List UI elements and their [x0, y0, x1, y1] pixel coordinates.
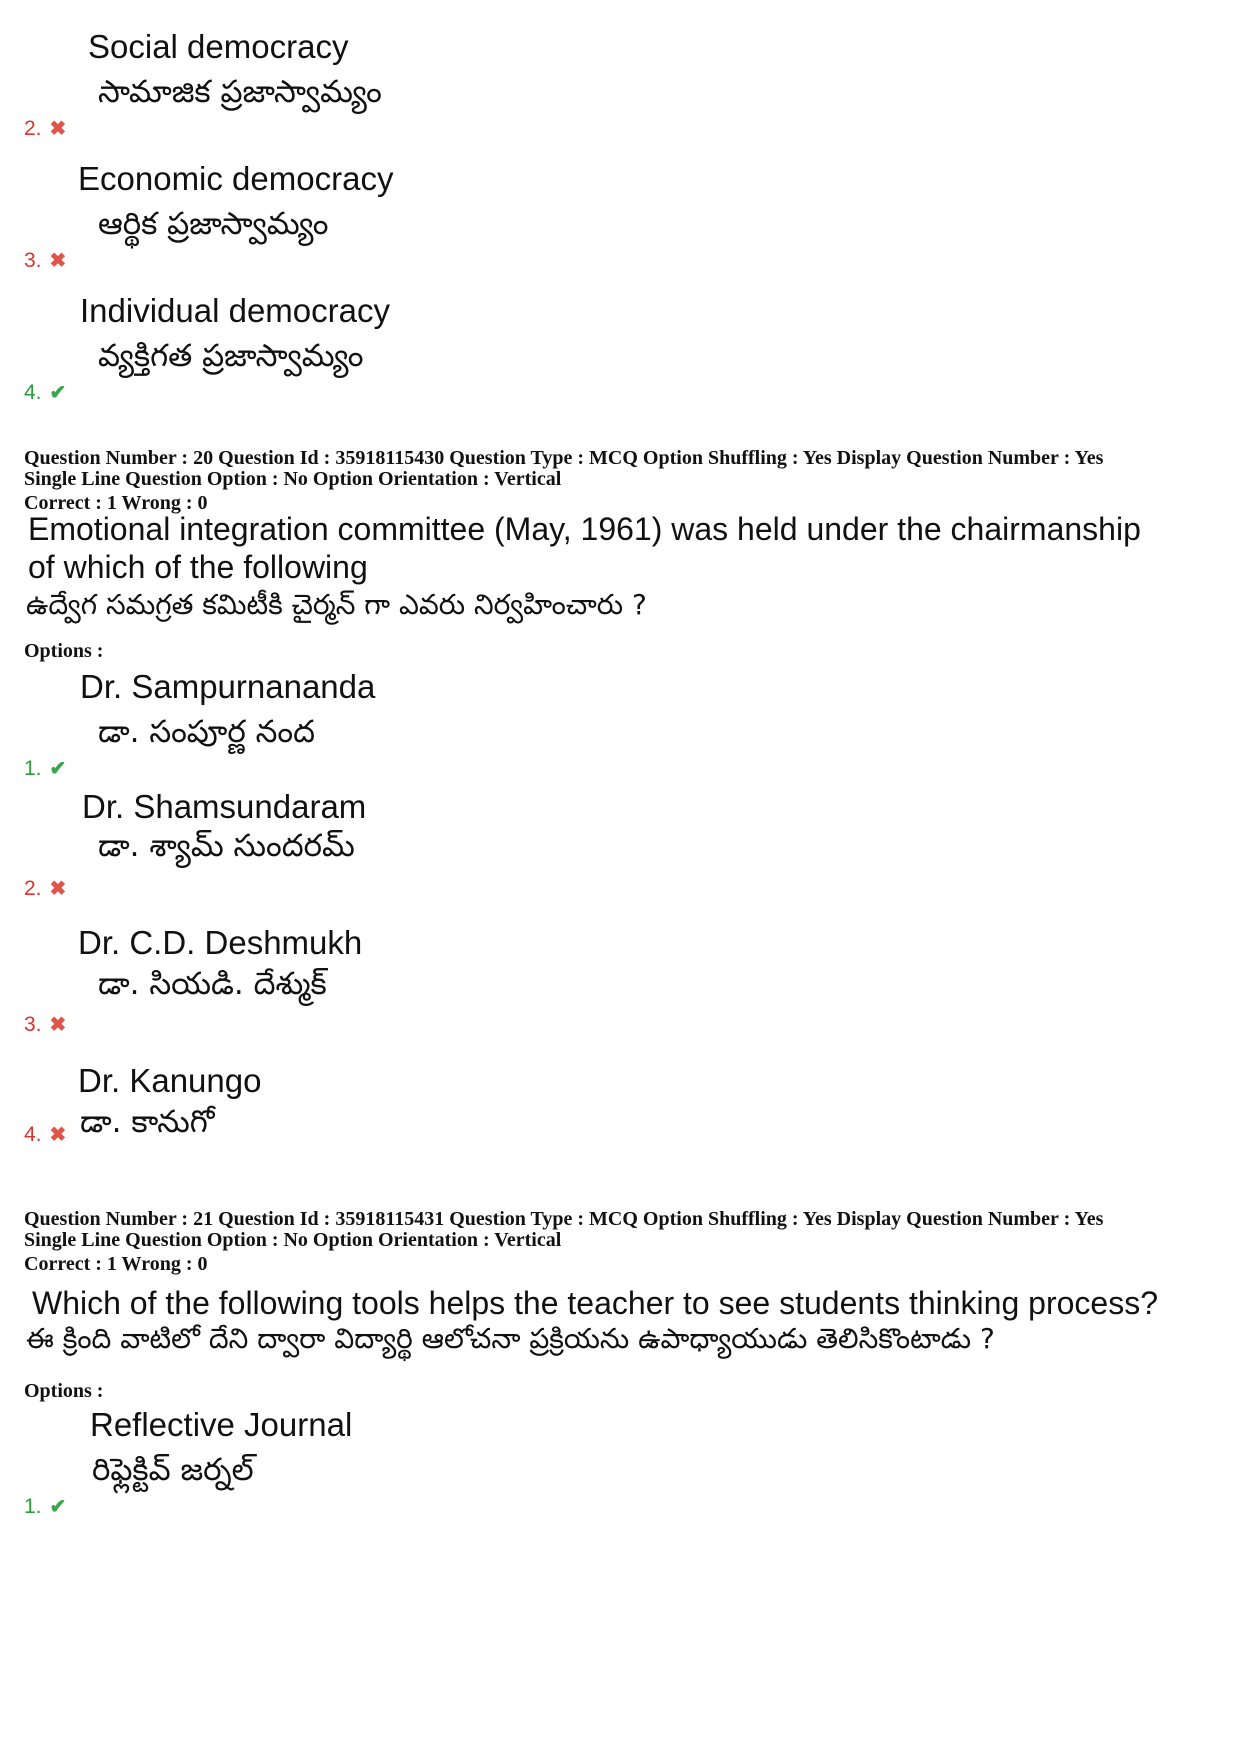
- check-mark-icon: ✔: [49, 758, 67, 780]
- option-number: 3. ✖: [24, 249, 67, 272]
- option-telugu: డా. శ్యామ్ సుందరమ్: [98, 828, 355, 864]
- question-telugu: ఈ క్రింది వాటిలో దేని ద్వారా విద్యార్థి ఆలోచనా ప్రక్రియను ఉపాధ్యాయుడు తెలిసికొంటాడు ?: [26, 1322, 995, 1355]
- option-english: Reflective Journal: [90, 1406, 353, 1443]
- option-english: Social democracy: [88, 28, 349, 65]
- option-telugu: ఆర్థిక ప్రజాస్వామ్యం: [98, 206, 329, 242]
- score-line: Correct : 1 Wrong : 0: [24, 1253, 208, 1275]
- option-item: [0, 668, 1240, 798]
- option-english: Dr. C.D. Deshmukh: [78, 924, 363, 961]
- option-number: 1. ✔: [24, 757, 67, 780]
- option-telugu: డా. సంపూర్ణ నంద: [98, 714, 315, 750]
- wrong-mark-icon: ✖: [49, 250, 67, 272]
- wrong-mark-icon: ✖: [49, 1014, 67, 1036]
- option-item: [0, 28, 1240, 158]
- option-english: Economic democracy: [78, 160, 394, 197]
- question-text: Which of the following tools helps the teacher to see students thinking process?: [32, 1285, 1158, 1321]
- question-meta: Question Number : 20 Question Id : 35918115430 Question Type : MCQ Option Shuffling : Yes Display Question Number : Yes Single Line Question Option : No Option Orientation : Vertical: [24, 447, 1104, 490]
- check-mark-icon: ✔: [49, 1496, 67, 1518]
- wrong-mark-icon: ✖: [49, 1124, 67, 1146]
- option-telugu: రిఫ్లెక్టివ్ జర్నల్: [92, 1452, 254, 1488]
- option-item: [0, 1406, 1240, 1536]
- option-english: Dr. Kanungo: [78, 1062, 262, 1099]
- option-telugu: డా. సియడి. దేశ్ముక్: [98, 966, 327, 1002]
- options-label: Options :: [24, 640, 104, 662]
- wrong-mark-icon: ✖: [49, 118, 67, 140]
- option-english: Dr. Shamsundaram: [82, 788, 367, 825]
- options-label: Options :: [24, 1380, 104, 1402]
- check-mark-icon: ✔: [49, 382, 67, 404]
- option-number: 1. ✔: [24, 1495, 67, 1518]
- option-number: 3. ✖: [24, 1013, 67, 1036]
- wrong-mark-icon: ✖: [49, 878, 67, 900]
- option-telugu: సామాజిక ప్రజాస్వామ్యం: [98, 74, 382, 110]
- score-line: Correct : 1 Wrong : 0: [24, 492, 208, 514]
- option-item: [0, 1062, 1240, 1192]
- option-item: [0, 160, 1240, 290]
- option-telugu: డా. కానుగో: [80, 1104, 215, 1140]
- option-item: [0, 292, 1240, 422]
- option-item: [0, 924, 1240, 1054]
- option-english: Individual democracy: [80, 292, 390, 329]
- question-meta: Question Number : 21 Question Id : 35918115431 Question Type : MCQ Option Shuffling : Yes Display Question Number : Yes Single Line Question Option : No Option Orientation : Vertical: [24, 1208, 1104, 1251]
- option-number: 2. ✖: [24, 877, 67, 900]
- option-number: 4. ✔: [24, 381, 67, 404]
- option-number: 4. ✖: [24, 1123, 67, 1146]
- option-telugu: వ్యక్తిగత ప్రజాస్వామ్యం: [98, 338, 364, 374]
- option-item: [0, 788, 1240, 918]
- option-number: 2. ✖: [24, 117, 67, 140]
- option-english: Dr. Sampurnananda: [80, 668, 376, 705]
- question-telugu: ఉద్వేగ సమగ్రత కమిటీకి చైర్మన్ గా ఎవరు నిర్వహించారు ?: [26, 588, 647, 621]
- question-text: Emotional integration committee (May, 1961) was held under the chairmanship of which of the following: [28, 511, 1141, 585]
